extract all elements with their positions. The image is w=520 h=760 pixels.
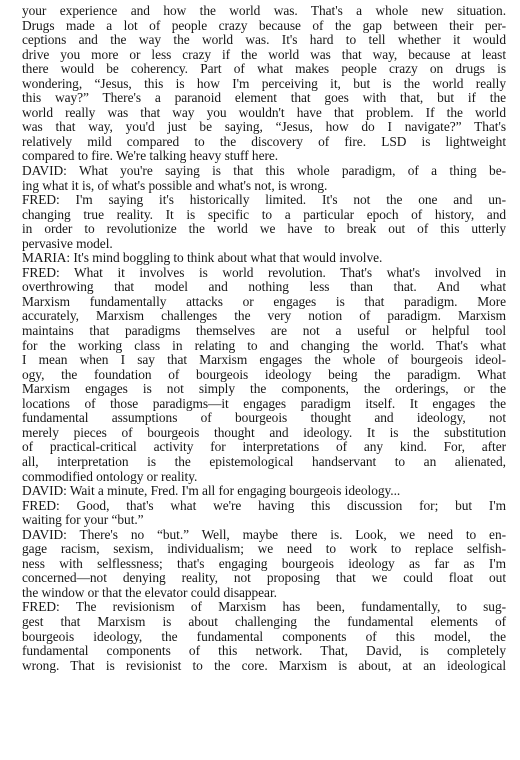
text-line: commodified ontology or reality.	[22, 468, 198, 484]
text-line: accurately, Marxism challenges the very notion of paradigm. Marxism	[22, 308, 506, 324]
text-line: FRED: What it involves is world revolution. That's what's involved in	[22, 264, 506, 280]
text-line: wondering, “Jesus, this is how I'm perceiving it, but is the world really	[22, 75, 506, 91]
text-line: I mean when I say that Marxism engages the whole of bourgeois ideol-	[22, 352, 506, 368]
text-line: this way?” There's a paranoid element that goes with that, but if the	[22, 90, 506, 106]
text-line: bourgeois ideology, the fundamental components of this model, the	[22, 628, 506, 644]
text-line: in order to revolutionize the world we have to break out of this utterly	[22, 221, 506, 237]
text-line: ing what it is, of what's possible and what's not, is wrong.	[22, 177, 328, 193]
text-line: gage racism, sexism, individualism; we need to work to replace selfish-	[22, 541, 506, 557]
text-line: pervasive model.	[22, 235, 113, 251]
text-line: FRED: The revisionism of Marxism has been, fundamentally, to sug-	[22, 599, 506, 615]
text-line: ness with selflessness; that's engaging bourgeois ideology as far as I'm	[22, 555, 506, 571]
text-line: maintains that paradigms themselves are not a useful or helpful tool	[22, 323, 506, 339]
text-line: the window or that the elevator could disappear.	[22, 584, 277, 600]
text-line: Marxism fundamentally attacks or engages is that paradigm. More	[22, 293, 506, 309]
text-line: gest that Marxism is about challenging the fundamental elements of	[22, 613, 506, 629]
text-line: DAVID: There's no “but.” Well, maybe there is. Look, we need to en-	[22, 526, 506, 542]
text-line: your experience and how the world was. That's a whole new situation.	[22, 3, 506, 18]
text-line: for the working class in relating to and changing the world. That's what	[22, 337, 506, 353]
text-line: Drugs made a lot of people crazy because of the gap between their per-	[22, 17, 506, 33]
text-line: world really was that way you wouldn't have that problem. If the world	[22, 104, 506, 120]
text-line: fundamental components of this network. That, David, is completely	[22, 643, 506, 659]
text-line: concerned—not denying reality, not proposing that we could float out	[22, 570, 506, 586]
text-line: changing true reality. It is specific to a particular epoch of history, and	[22, 206, 506, 222]
text-line: Marxism engages is not simply the components, the orderings, or the	[22, 381, 506, 397]
text-line: overthrowing that model and nothing less than that. And what	[22, 279, 506, 295]
text-line: of practical-critical activity for interpretations of any kind. For, after	[22, 439, 506, 455]
text-line: was that way, you'd just be saying, “Jesus, how do I navigate?” That's	[22, 119, 506, 135]
text-line: ogy, the foundation of bourgeois ideology being the paradigm. What	[22, 366, 506, 382]
text-line: merely pieces of bourgeois thought and ideology. It is the substitution	[22, 424, 506, 440]
text-line: fundamental assumptions of bourgeois thought and ideology, not	[22, 410, 506, 426]
page-text	[22, 4, 506, 673]
text-line: all, interpretation is the epistemological handservant to an alienated,	[22, 453, 506, 469]
text-line: waiting for your “but.”	[22, 512, 144, 528]
text-line: DAVID: Wait a minute, Fred. I'm all for engaging bourgeois ideology...	[22, 483, 401, 499]
text-line: wrong. That is revisionist to the core. Marxism is about, at an ideological	[22, 657, 506, 673]
text-line: MARIA: It's mind boggling to think about what that would involve.	[22, 250, 383, 266]
text-line: locations of those paradigms—it engages paradigm itself. It engages the	[22, 395, 506, 411]
text-line: DAVID: What you're saying is that this whole paradigm, of a thing be-	[22, 163, 506, 179]
text-line: FRED: Good, that's what we're having this discussion for; but I'm	[22, 497, 506, 513]
text-line: drive you more or less crazy if the world was that way, because at least	[22, 46, 506, 62]
text-line: FRED: I'm saying it's historically limited. It's not the one and un-	[22, 192, 506, 208]
text-line: there would be coherency. Part of what makes people crazy on drugs is	[22, 61, 506, 77]
text-line: compared to fire. We're talking heavy stuff here.	[22, 148, 279, 164]
text-line: ceptions and the way the world was. It's hard to tell whether it would	[22, 32, 506, 48]
text-line: relatively mild compared to the discovery of fire. LSD is lightweight	[22, 133, 506, 149]
